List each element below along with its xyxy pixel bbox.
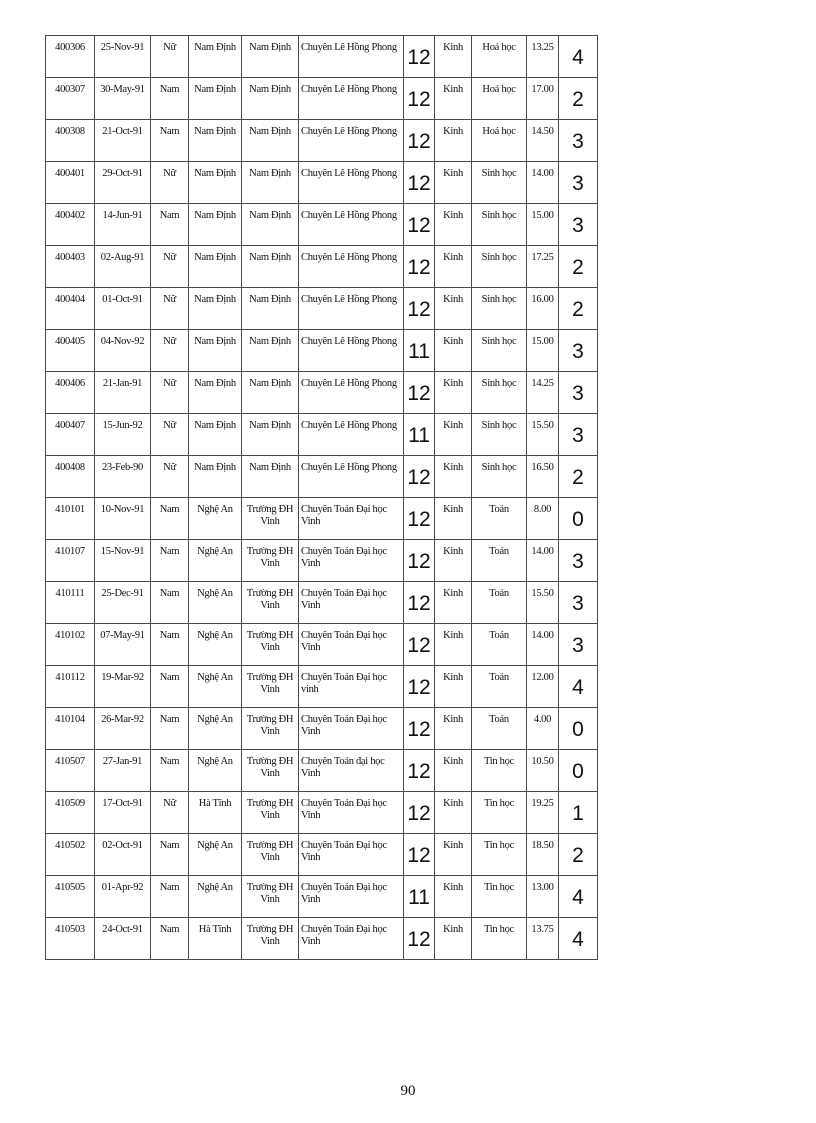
ethnicity-cell: Kinh	[435, 120, 472, 162]
grade-cell: 11	[404, 330, 435, 372]
gender-cell: Nữ	[151, 36, 189, 78]
table-row	[46, 204, 598, 246]
school-cell: Chuyên Lê Hồng Phong	[299, 414, 404, 456]
table-row	[46, 414, 598, 456]
student-id-cell: 410507	[46, 750, 95, 792]
grade-cell: 12	[404, 204, 435, 246]
school-cell: Chuyên Lê Hồng Phong	[299, 456, 404, 498]
score-cell: 14.50	[527, 120, 559, 162]
unit-cell: Nam Định	[242, 36, 299, 78]
school-cell: Chuyên Toán Đại học Vinh	[299, 918, 404, 960]
subject-cell: Tin học	[472, 792, 527, 834]
score-cell: 13.75	[527, 918, 559, 960]
table-row	[46, 540, 598, 582]
ethnicity-cell: Kinh	[435, 582, 472, 624]
prize-cell: 4	[559, 666, 598, 708]
ethnicity-cell: Kinh	[435, 834, 472, 876]
subject-cell: Tin học	[472, 750, 527, 792]
unit-cell: Nam Định	[242, 330, 299, 372]
ethnicity-cell: Kinh	[435, 372, 472, 414]
birth-date-cell: 29-Oct-91	[95, 162, 151, 204]
ethnicity-cell: Kinh	[435, 750, 472, 792]
birth-date-cell: 15-Jun-92	[95, 414, 151, 456]
ethnicity-cell: Kinh	[435, 666, 472, 708]
ethnicity-cell: Kinh	[435, 246, 472, 288]
birth-date-cell: 21-Oct-91	[95, 120, 151, 162]
school-cell: Chuyên Lê Hồng Phong	[299, 246, 404, 288]
score-cell: 13.25	[527, 36, 559, 78]
birth-date-cell: 07-May-91	[95, 624, 151, 666]
prize-cell: 2	[559, 246, 598, 288]
score-cell: 14.00	[527, 540, 559, 582]
subject-cell: Hoá học	[472, 36, 527, 78]
province-cell: Nam Định	[189, 330, 242, 372]
gender-cell: Nữ	[151, 792, 189, 834]
school-cell: Chuyên Toán Đại học Vinh	[299, 876, 404, 918]
student-id-cell: 410509	[46, 792, 95, 834]
unit-cell: Nam Định	[242, 204, 299, 246]
unit-cell: Trường ĐH Vinh	[242, 876, 299, 918]
grade-cell: 12	[404, 792, 435, 834]
birth-date-cell: 15-Nov-91	[95, 540, 151, 582]
birth-date-cell: 01-Oct-91	[95, 288, 151, 330]
prize-cell: 2	[559, 288, 598, 330]
unit-cell: Trường ĐH Vinh	[242, 540, 299, 582]
gender-cell: Nam	[151, 666, 189, 708]
school-cell: Chuyên Toán Đại học Vinh	[299, 708, 404, 750]
grade-cell: 12	[404, 666, 435, 708]
birth-date-cell: 17-Oct-91	[95, 792, 151, 834]
subject-cell: Hoá học	[472, 120, 527, 162]
gender-cell: Nam	[151, 540, 189, 582]
table-row	[46, 666, 598, 708]
student-id-cell: 400408	[46, 456, 95, 498]
ethnicity-cell: Kinh	[435, 288, 472, 330]
school-cell: Chuyên Toán Đại học Vinh	[299, 624, 404, 666]
subject-cell: Sinh học	[472, 204, 527, 246]
unit-cell: Trường ĐH Vinh	[242, 708, 299, 750]
grade-cell: 12	[404, 708, 435, 750]
table-row	[46, 498, 598, 540]
student-id-cell: 410104	[46, 708, 95, 750]
grade-cell: 12	[404, 540, 435, 582]
score-cell: 15.00	[527, 204, 559, 246]
table-row	[46, 330, 598, 372]
unit-cell: Trường ĐH Vinh	[242, 498, 299, 540]
birth-date-cell: 25-Dec-91	[95, 582, 151, 624]
birth-date-cell: 10-Nov-91	[95, 498, 151, 540]
unit-cell: Trường ĐH Vinh	[242, 666, 299, 708]
subject-cell: Sinh học	[472, 372, 527, 414]
province-cell: Nghệ An	[189, 582, 242, 624]
gender-cell: Nữ	[151, 456, 189, 498]
birth-date-cell: 14-Jun-91	[95, 204, 151, 246]
gender-cell: Nam	[151, 498, 189, 540]
subject-cell: Sinh học	[472, 456, 527, 498]
prize-cell: 3	[559, 330, 598, 372]
prize-cell: 3	[559, 204, 598, 246]
school-cell: Chuyên Lê Hồng Phong	[299, 36, 404, 78]
unit-cell: Nam Định	[242, 372, 299, 414]
score-cell: 14.00	[527, 624, 559, 666]
score-cell: 15.50	[527, 414, 559, 456]
gender-cell: Nam	[151, 582, 189, 624]
score-cell: 15.00	[527, 330, 559, 372]
birth-date-cell: 19-Mar-92	[95, 666, 151, 708]
student-id-cell: 400407	[46, 414, 95, 456]
province-cell: Nam Định	[189, 288, 242, 330]
subject-cell: Sinh học	[472, 288, 527, 330]
birth-date-cell: 04-Nov-92	[95, 330, 151, 372]
birth-date-cell: 23-Feb-90	[95, 456, 151, 498]
table-row	[46, 750, 598, 792]
grade-cell: 11	[404, 414, 435, 456]
score-cell: 13.00	[527, 876, 559, 918]
province-cell: Nam Định	[189, 162, 242, 204]
student-id-cell: 400405	[46, 330, 95, 372]
province-cell: Nghệ An	[189, 540, 242, 582]
school-cell: Chuyên Lê Hồng Phong	[299, 78, 404, 120]
school-cell: Chuyên Toán đại học Vinh	[299, 750, 404, 792]
ethnicity-cell: Kinh	[435, 540, 472, 582]
subject-cell: Sinh học	[472, 330, 527, 372]
school-cell: Chuyên Toán Đại học Vinh	[299, 792, 404, 834]
gender-cell: Nam	[151, 918, 189, 960]
ethnicity-cell: Kinh	[435, 414, 472, 456]
province-cell: Nam Định	[189, 78, 242, 120]
subject-cell: Toán	[472, 498, 527, 540]
score-cell: 15.50	[527, 582, 559, 624]
grade-cell: 12	[404, 372, 435, 414]
score-cell: 16.50	[527, 456, 559, 498]
grade-cell: 12	[404, 78, 435, 120]
birth-date-cell: 30-May-91	[95, 78, 151, 120]
student-id-cell: 410107	[46, 540, 95, 582]
score-cell: 12.00	[527, 666, 559, 708]
school-cell: Chuyên Lê Hồng Phong	[299, 372, 404, 414]
score-cell: 4.00	[527, 708, 559, 750]
unit-cell: Trường ĐH Vinh	[242, 582, 299, 624]
province-cell: Nghệ An	[189, 834, 242, 876]
gender-cell: Nam	[151, 120, 189, 162]
prize-cell: 2	[559, 78, 598, 120]
birth-date-cell: 26-Mar-92	[95, 708, 151, 750]
score-cell: 19.25	[527, 792, 559, 834]
birth-date-cell: 21-Jan-91	[95, 372, 151, 414]
province-cell: Nam Định	[189, 204, 242, 246]
student-id-cell: 410503	[46, 918, 95, 960]
province-cell: Nam Định	[189, 36, 242, 78]
grade-cell: 12	[404, 834, 435, 876]
student-id-cell: 410502	[46, 834, 95, 876]
ethnicity-cell: Kinh	[435, 330, 472, 372]
student-id-cell: 410101	[46, 498, 95, 540]
student-id-cell: 400401	[46, 162, 95, 204]
student-id-cell: 410505	[46, 876, 95, 918]
table-row	[46, 78, 598, 120]
grade-cell: 12	[404, 246, 435, 288]
school-cell: Chuyên Lê Hồng Phong	[299, 204, 404, 246]
subject-cell: Sinh học	[472, 162, 527, 204]
school-cell: Chuyên Toán Đại học Vinh	[299, 498, 404, 540]
province-cell: Hà Tĩnh	[189, 792, 242, 834]
prize-cell: 4	[559, 918, 598, 960]
grade-cell: 12	[404, 624, 435, 666]
gender-cell: Nam	[151, 750, 189, 792]
table-row	[46, 372, 598, 414]
subject-cell: Toán	[472, 666, 527, 708]
grade-cell: 12	[404, 498, 435, 540]
province-cell: Nghệ An	[189, 708, 242, 750]
subject-cell: Tin học	[472, 876, 527, 918]
prize-cell: 3	[559, 582, 598, 624]
subject-cell: Tin học	[472, 834, 527, 876]
school-cell: Chuyên Toán Đại học Vinh	[299, 582, 404, 624]
unit-cell: Nam Định	[242, 288, 299, 330]
gender-cell: Nam	[151, 78, 189, 120]
prize-cell: 4	[559, 36, 598, 78]
unit-cell: Trường ĐH Vinh	[242, 792, 299, 834]
birth-date-cell: 02-Oct-91	[95, 834, 151, 876]
school-cell: Chuyên Toán Đại học vinh	[299, 666, 404, 708]
student-id-cell: 400308	[46, 120, 95, 162]
province-cell: Nam Định	[189, 456, 242, 498]
unit-cell: Trường ĐH Vinh	[242, 750, 299, 792]
gender-cell: Nữ	[151, 288, 189, 330]
table-row	[46, 162, 598, 204]
score-cell: 14.00	[527, 162, 559, 204]
score-cell: 8.00	[527, 498, 559, 540]
birth-date-cell: 27-Jan-91	[95, 750, 151, 792]
student-id-cell: 400402	[46, 204, 95, 246]
student-id-cell: 400307	[46, 78, 95, 120]
province-cell: Nghệ An	[189, 624, 242, 666]
gender-cell: Nam	[151, 204, 189, 246]
table-row	[46, 708, 598, 750]
ethnicity-cell: Kinh	[435, 36, 472, 78]
grade-cell: 12	[404, 918, 435, 960]
gender-cell: Nữ	[151, 330, 189, 372]
student-id-cell: 410111	[46, 582, 95, 624]
table-row	[46, 624, 598, 666]
ethnicity-cell: Kinh	[435, 876, 472, 918]
prize-cell: 0	[559, 498, 598, 540]
subject-cell: Sinh học	[472, 246, 527, 288]
subject-cell: Toán	[472, 540, 527, 582]
ethnicity-cell: Kinh	[435, 624, 472, 666]
subject-cell: Toán	[472, 708, 527, 750]
province-cell: Nam Định	[189, 414, 242, 456]
ethnicity-cell: Kinh	[435, 456, 472, 498]
school-cell: Chuyên Lê Hồng Phong	[299, 162, 404, 204]
unit-cell: Nam Định	[242, 78, 299, 120]
province-cell: Nghệ An	[189, 750, 242, 792]
score-cell: 17.00	[527, 78, 559, 120]
subject-cell: Tin học	[472, 918, 527, 960]
unit-cell: Nam Định	[242, 246, 299, 288]
student-id-cell: 400306	[46, 36, 95, 78]
birth-date-cell: 02-Aug-91	[95, 246, 151, 288]
table-row	[46, 456, 598, 498]
unit-cell: Nam Định	[242, 456, 299, 498]
province-cell: Nghệ An	[189, 876, 242, 918]
score-cell: 14.25	[527, 372, 559, 414]
subject-cell: Hoá học	[472, 78, 527, 120]
prize-cell: 2	[559, 456, 598, 498]
results-table-body	[46, 36, 598, 960]
score-cell: 10.50	[527, 750, 559, 792]
unit-cell: Trường ĐH Vinh	[242, 834, 299, 876]
prize-cell: 3	[559, 162, 598, 204]
ethnicity-cell: Kinh	[435, 792, 472, 834]
school-cell: Chuyên Lê Hồng Phong	[299, 288, 404, 330]
gender-cell: Nam	[151, 624, 189, 666]
school-cell: Chuyên Toán Đại học Vinh	[299, 834, 404, 876]
table-row	[46, 792, 598, 834]
table-row	[46, 876, 598, 918]
birth-date-cell: 24-Oct-91	[95, 918, 151, 960]
birth-date-cell: 01-Apr-92	[95, 876, 151, 918]
province-cell: Nam Định	[189, 120, 242, 162]
gender-cell: Nữ	[151, 246, 189, 288]
prize-cell: 3	[559, 414, 598, 456]
gender-cell: Nữ	[151, 372, 189, 414]
unit-cell: Trường ĐH Vinh	[242, 918, 299, 960]
ethnicity-cell: Kinh	[435, 498, 472, 540]
table-row	[46, 834, 598, 876]
subject-cell: Toán	[472, 624, 527, 666]
school-cell: Chuyên Lê Hồng Phong	[299, 330, 404, 372]
prize-cell: 1	[559, 792, 598, 834]
page-number: 90	[400, 1083, 416, 1099]
birth-date-cell: 25-Nov-91	[95, 36, 151, 78]
score-cell: 16.00	[527, 288, 559, 330]
prize-cell: 2	[559, 834, 598, 876]
table-row	[46, 120, 598, 162]
student-id-cell: 410102	[46, 624, 95, 666]
prize-cell: 3	[559, 540, 598, 582]
subject-cell: Toán	[472, 582, 527, 624]
results-table	[45, 35, 598, 960]
ethnicity-cell: Kinh	[435, 162, 472, 204]
gender-cell: Nam	[151, 834, 189, 876]
province-cell: Nam Định	[189, 246, 242, 288]
table-row	[46, 918, 598, 960]
province-cell: Hà Tĩnh	[189, 918, 242, 960]
ethnicity-cell: Kinh	[435, 78, 472, 120]
unit-cell: Trường ĐH Vinh	[242, 624, 299, 666]
prize-cell: 0	[559, 708, 598, 750]
ethnicity-cell: Kinh	[435, 204, 472, 246]
ethnicity-cell: Kinh	[435, 708, 472, 750]
gender-cell: Nữ	[151, 414, 189, 456]
student-id-cell: 410112	[46, 666, 95, 708]
grade-cell: 12	[404, 288, 435, 330]
table-row	[46, 582, 598, 624]
grade-cell: 12	[404, 162, 435, 204]
score-cell: 17.25	[527, 246, 559, 288]
gender-cell: Nam	[151, 708, 189, 750]
subject-cell: Sinh học	[472, 414, 527, 456]
table-row	[46, 288, 598, 330]
student-id-cell: 400403	[46, 246, 95, 288]
grade-cell: 12	[404, 582, 435, 624]
prize-cell: 3	[559, 624, 598, 666]
grade-cell: 12	[404, 120, 435, 162]
gender-cell: Nữ	[151, 162, 189, 204]
prize-cell: 0	[559, 750, 598, 792]
grade-cell: 11	[404, 876, 435, 918]
prize-cell: 3	[559, 120, 598, 162]
prize-cell: 3	[559, 372, 598, 414]
gender-cell: Nam	[151, 876, 189, 918]
student-id-cell: 400406	[46, 372, 95, 414]
grade-cell: 12	[404, 456, 435, 498]
unit-cell: Nam Định	[242, 162, 299, 204]
grade-cell: 12	[404, 36, 435, 78]
province-cell: Nghệ An	[189, 498, 242, 540]
table-row	[46, 246, 598, 288]
province-cell: Nam Định	[189, 372, 242, 414]
school-cell: Chuyên Lê Hồng Phong	[299, 120, 404, 162]
province-cell: Nghệ An	[189, 666, 242, 708]
ethnicity-cell: Kinh	[435, 918, 472, 960]
unit-cell: Nam Định	[242, 120, 299, 162]
school-cell: Chuyên Toán Đại học Vinh	[299, 540, 404, 582]
score-cell: 18.50	[527, 834, 559, 876]
table-row	[46, 36, 598, 78]
prize-cell: 4	[559, 876, 598, 918]
student-id-cell: 400404	[46, 288, 95, 330]
unit-cell: Nam Định	[242, 414, 299, 456]
grade-cell: 12	[404, 750, 435, 792]
